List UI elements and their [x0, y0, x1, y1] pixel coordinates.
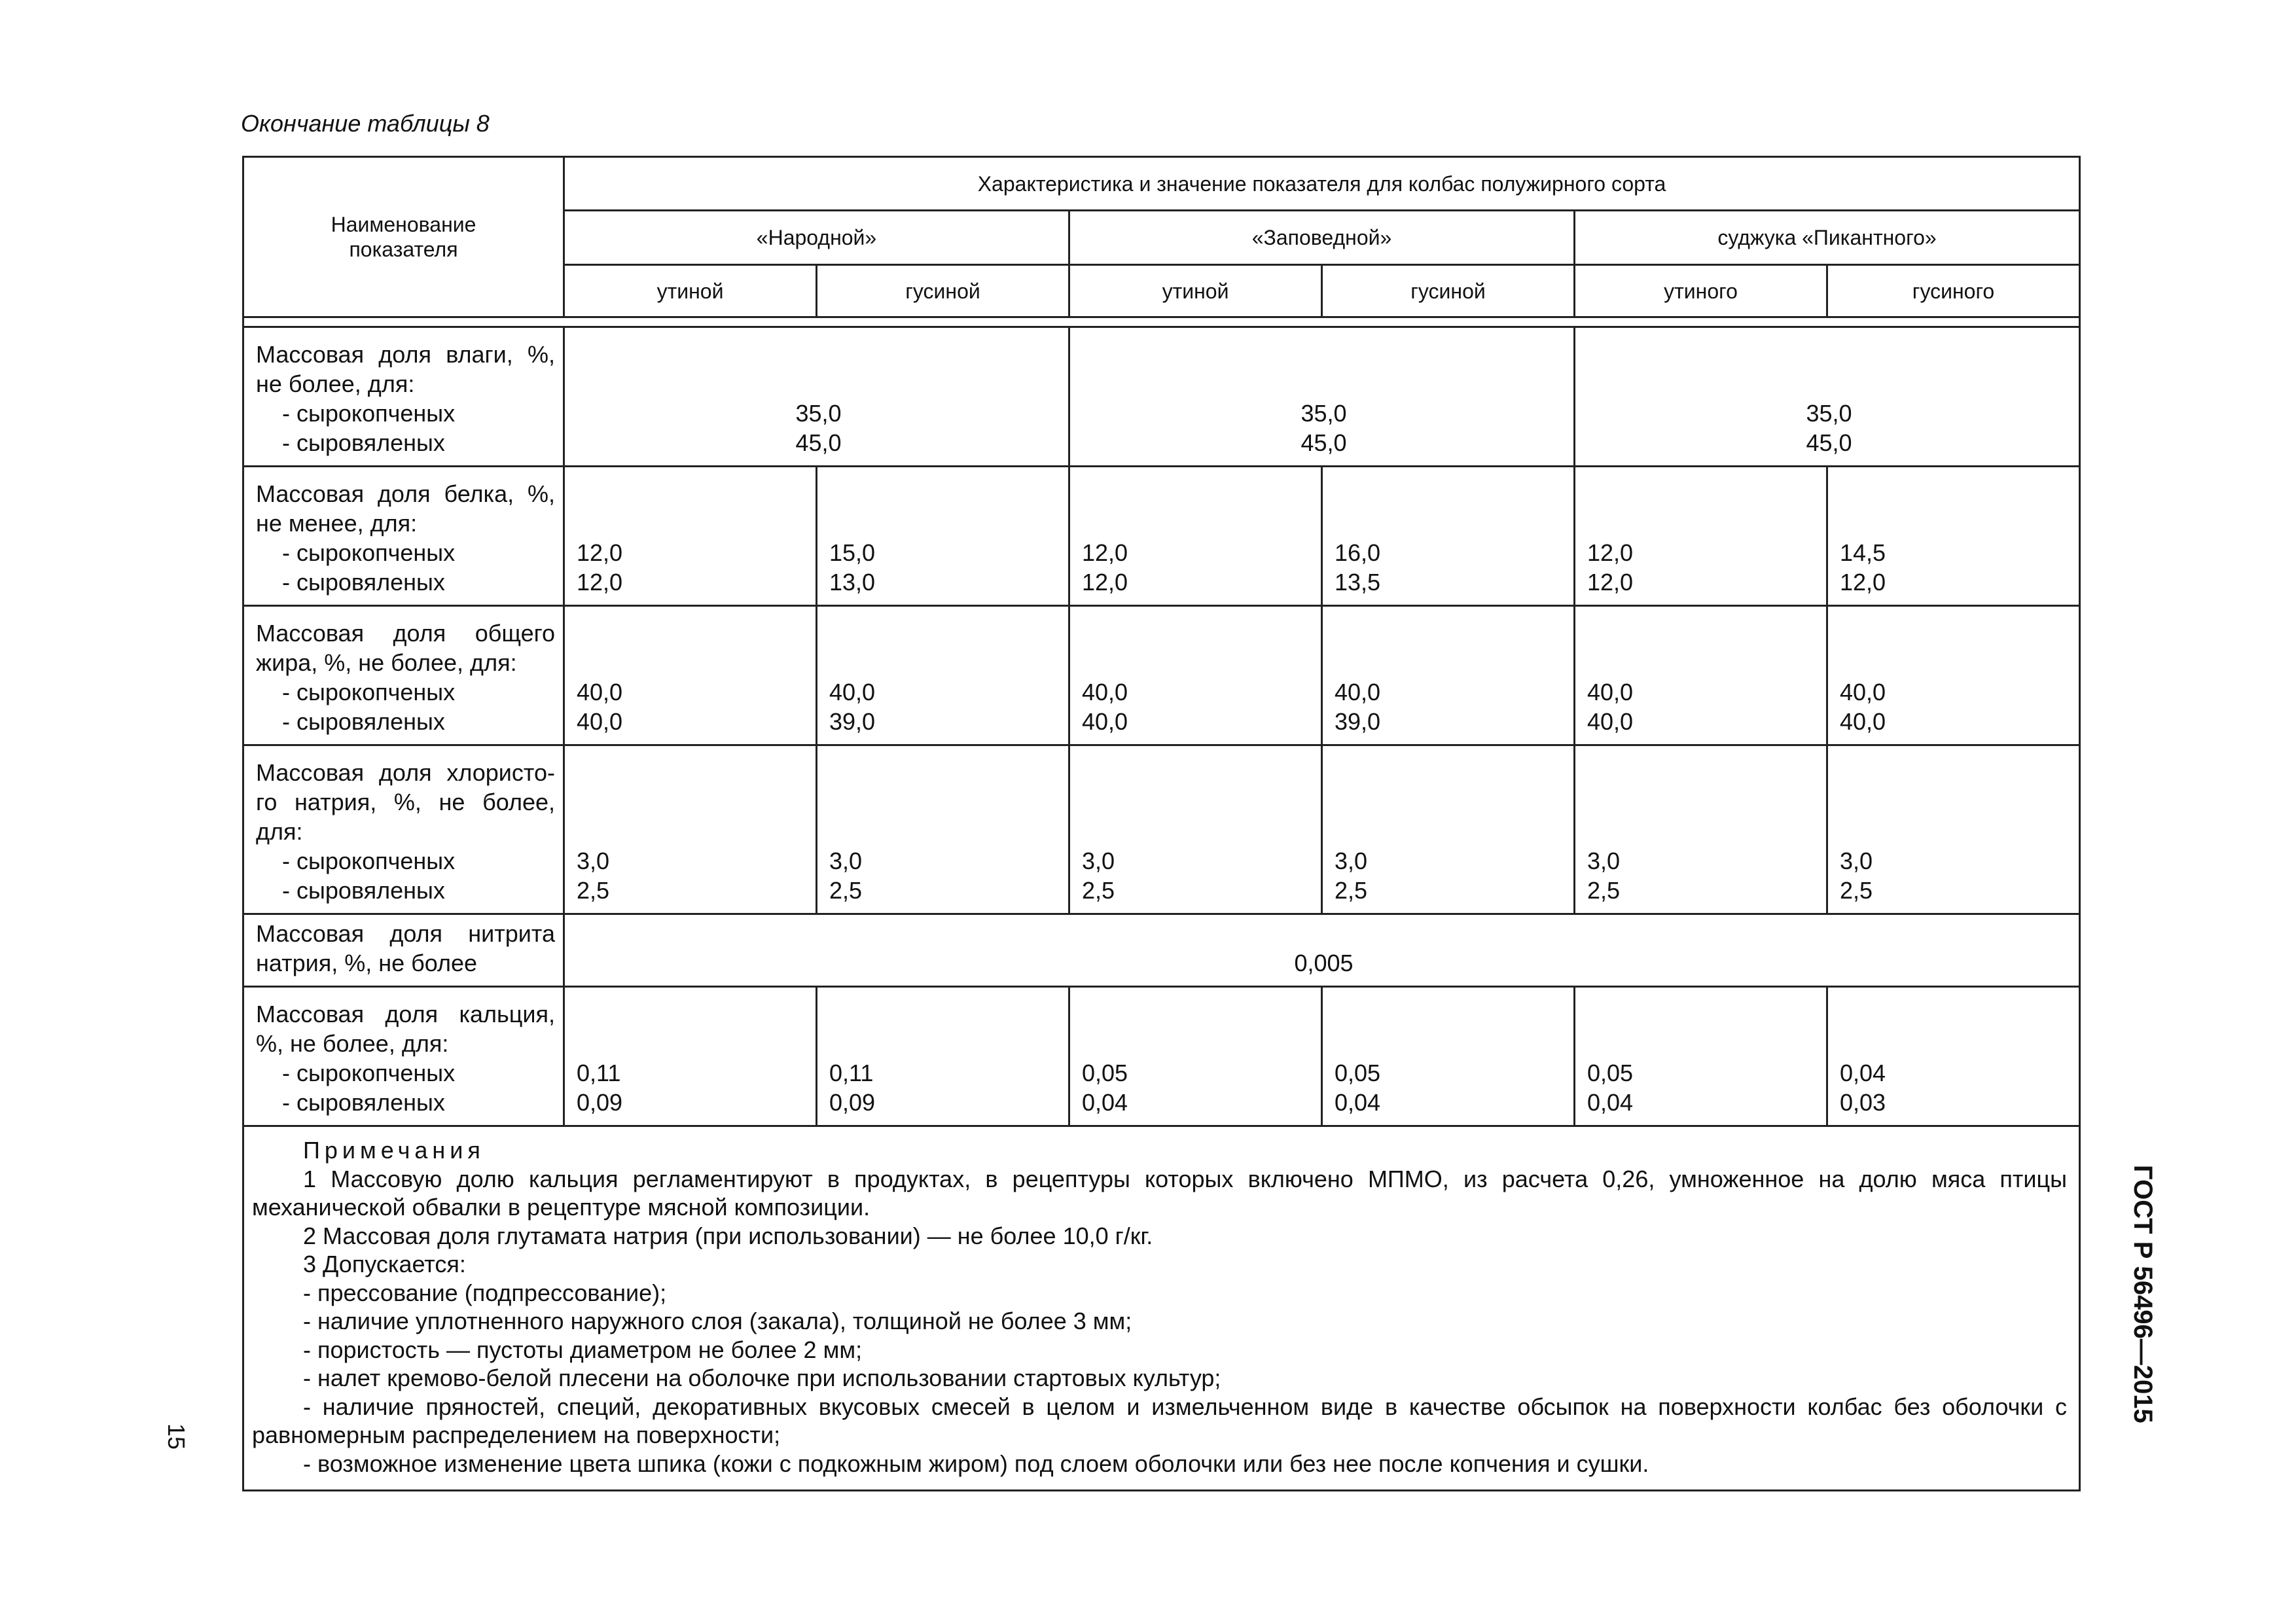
row-name-salt: Массовая доля хлористо- го натрия, %, не более, для: - сырокопченых - сыровяленых: [243, 745, 564, 914]
header-name-column: Наименование показателя: [243, 157, 564, 317]
row-name-nitrite: Массовая доля нитрита натрия, %, не более: [243, 914, 564, 987]
note-line: - возможное изменение цвета шпика (кожи с подкожным жиром) под слоем оболочки или без нее после копчения и сушки.: [303, 1450, 1649, 1477]
value-cell: 40,0 39,0: [817, 606, 1069, 745]
header-group-zapovednaya: «Заповедной»: [1069, 211, 1575, 265]
value-cell: 0,05 0,04: [1069, 987, 1322, 1126]
table-row: [243, 327, 2080, 467]
header-sub: гусиной: [1322, 265, 1575, 317]
header-sub: утиной: [564, 265, 817, 317]
header-separator: [243, 317, 2080, 327]
note-line: - наличие уплотненного наружного слоя (закала), толщиной не более 3 мм;: [303, 1308, 1132, 1334]
header-sub: гусиной: [817, 265, 1069, 317]
note-line: 3 Допускается:: [303, 1251, 466, 1277]
value-cell: 0,11 0,09: [564, 987, 817, 1126]
row-name-moisture: Массовая доля влаги, %, не более, для: - сырокопченых - сыровяленых: [243, 327, 564, 467]
value-cell: 14,5 12,0: [1827, 467, 2080, 606]
note-line: - наличие пряностей, специй, декоративных вкусовых смесей в целом и измельченном виде в качестве обсыпок на поверхности колбас без оболочки с равномерным распределением на поверхности;: [252, 1393, 2068, 1448]
header-sub: утиной: [1069, 265, 1322, 317]
table-row: [243, 745, 2080, 914]
value-cell: 3,0 2,5: [1069, 745, 1322, 914]
value-cell: 35,0 45,0: [564, 327, 1069, 467]
value-cell: 3,0 2,5: [1827, 745, 2080, 914]
value-cell: 0,05 0,04: [1575, 987, 1827, 1126]
header-sub: утиного: [1575, 265, 1827, 317]
value-cell: 0,11 0,09: [817, 987, 1069, 1126]
notes-row: [243, 1126, 2080, 1491]
value-cell: 15,0 13,0: [817, 467, 1069, 606]
row-name-fat: Массовая доля общего жира, %, не более, для: - сырокопченых - сыровяленых: [243, 606, 564, 745]
value-cell: 16,0 13,5: [1322, 467, 1575, 606]
page-number: 15: [163, 1423, 190, 1450]
note-line: - прессование (подпрессование);: [303, 1279, 667, 1306]
value-cell: 3,0 2,5: [564, 745, 817, 914]
header-main: Характеристика и значение показателя для колбас полужирного сорта: [564, 157, 2080, 211]
row-name-protein: Массовая доля белка, %, не менее, для: - сырокопченых - сыровяленых: [243, 467, 564, 606]
table-caption: Окончание таблицы 8: [241, 110, 490, 137]
notes: [243, 1126, 2080, 1491]
value-cell: 0,005: [564, 914, 2080, 987]
value-cell: 35,0 45,0: [1069, 327, 1575, 467]
data-table: [242, 156, 2081, 1491]
value-cell: 3,0 2,5: [1575, 745, 1827, 914]
value-cell: 3,0 2,5: [817, 745, 1069, 914]
note-line: - налет кремово-белой плесени на оболочке при использовании стартовых культур;: [303, 1364, 1221, 1391]
value-cell: 12,0 12,0: [1069, 467, 1322, 606]
notes-title: Примечания: [303, 1137, 485, 1164]
table-row: [243, 914, 2080, 987]
header-group-narodnaya: «Народной»: [564, 211, 1069, 265]
value-cell: 0,04 0,03: [1827, 987, 2080, 1126]
header-sub: гусиного: [1827, 265, 2080, 317]
value-cell: 35,0 45,0: [1575, 327, 2080, 467]
note-line: - пористость — пустоты диаметром не более 2 мм;: [303, 1336, 863, 1363]
row-name-calcium: Массовая доля кальция, %, не более, для: - сырокопченых - сыровяленых: [243, 987, 564, 1126]
note-line: 2 Массовая доля глутамата натрия (при использовании) — не более 10,0 г/кг.: [303, 1222, 1153, 1249]
note-line: 1 Массовую долю кальция регламентируют в продуктах, в рецептуры которых включено МПМО, из расчета 0,26, умноженное на долю мяса птицы механической обвалки в рецептуре мясной композиции.: [252, 1165, 2068, 1221]
value-cell: 0,05 0,04: [1322, 987, 1575, 1126]
value-cell: 40,0 40,0: [1069, 606, 1322, 745]
value-cell: 40,0 40,0: [1827, 606, 2080, 745]
value-cell: 40,0 40,0: [564, 606, 817, 745]
value-cell: 3,0 2,5: [1322, 745, 1575, 914]
table-row: [243, 467, 2080, 606]
value-cell: 40,0 40,0: [1575, 606, 1827, 745]
value-cell: 40,0 39,0: [1322, 606, 1575, 745]
header-group-pikantny: суджука «Пикантного»: [1575, 211, 2080, 265]
table-row: [243, 606, 2080, 745]
document-code: ГОСТ Р 56496—2015: [2128, 1165, 2157, 1423]
table-row: [243, 987, 2080, 1126]
value-cell: 12,0 12,0: [1575, 467, 1827, 606]
value-cell: 12,0 12,0: [564, 467, 817, 606]
